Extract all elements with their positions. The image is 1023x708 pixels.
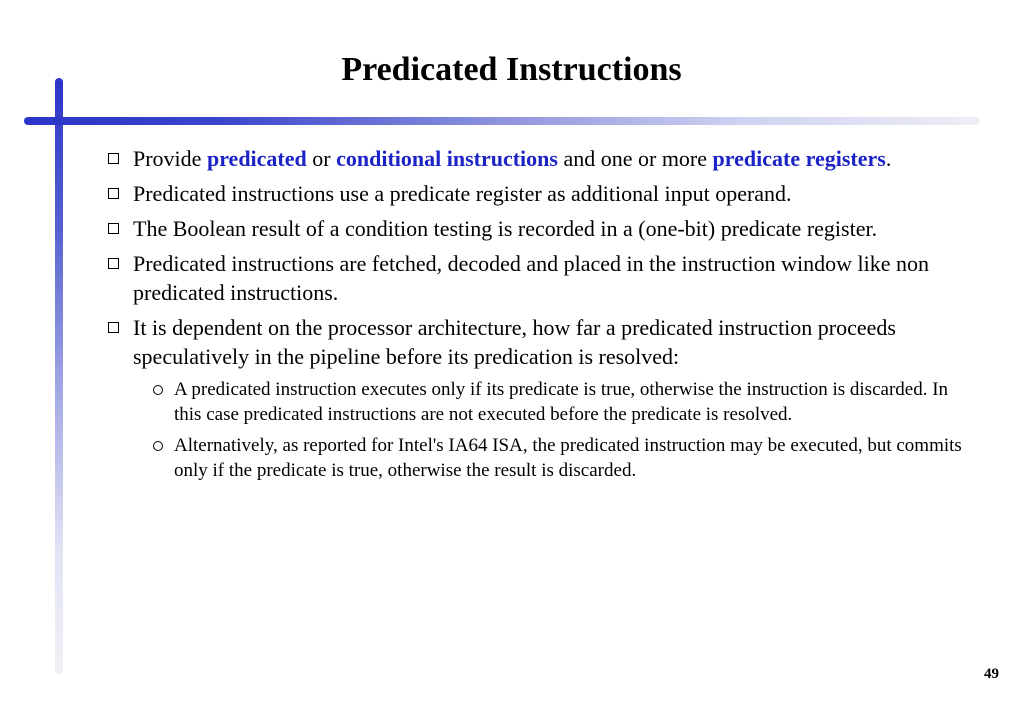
sub-bullet-text: Alternatively, as reported for Intel's IA64 ISA, the predicated instruction may be executed, but commits only if the predicate is true, otherwise the result is discarded. (174, 435, 962, 481)
horizontal-accent-bar (24, 117, 980, 125)
sub-bullet-item (151, 377, 966, 427)
square-bullet-icon (108, 258, 119, 269)
vertical-accent-bar (55, 78, 63, 674)
bullet-item (104, 144, 966, 173)
bullet-text: Predicated instructions use a predicate register as additional input operand. (133, 181, 792, 206)
bullet-text: It is dependent on the processor architecture, how far a predicated instruction proceeds speculatively in the pipeline before its predication is resolved: (133, 315, 896, 369)
square-bullet-icon (108, 223, 119, 234)
square-bullet-icon (108, 322, 119, 333)
bullet-text: The Boolean result of a condition testing is recorded in a (one-bit) predicate register. (133, 216, 878, 241)
sub-bullet-text: A predicated instruction executes only if its predicate is true, otherwise the instruction is discarded. In this case predicated instructions are not executed before the predicate is resolved. (174, 379, 949, 425)
bullet-text: Provide predicated or conditional instructions and one or more predicate registers. (133, 146, 892, 171)
circle-bullet-icon (153, 385, 163, 395)
sub-bullet-item (151, 433, 966, 483)
square-bullet-icon (108, 153, 119, 164)
bullet-item (104, 179, 966, 208)
keyword-predicated: predicated (206, 146, 307, 171)
keyword-conditional-instructions: conditional instructions (336, 146, 558, 171)
bullet-text: Predicated instructions are fetched, decoded and placed in the instruction window like non predicated instructions. (133, 251, 930, 305)
square-bullet-icon (108, 188, 119, 199)
bullet-item (104, 214, 966, 243)
bullet-item (104, 313, 966, 371)
bullet-list (104, 144, 966, 489)
sub-bullet-list (104, 377, 966, 483)
keyword-predicate-registers: predicate registers (712, 146, 886, 171)
circle-bullet-icon (153, 441, 163, 451)
bullet-item (104, 249, 966, 307)
page-number: 49 (984, 666, 999, 682)
slide-title: Predicated Instructions (341, 51, 682, 88)
